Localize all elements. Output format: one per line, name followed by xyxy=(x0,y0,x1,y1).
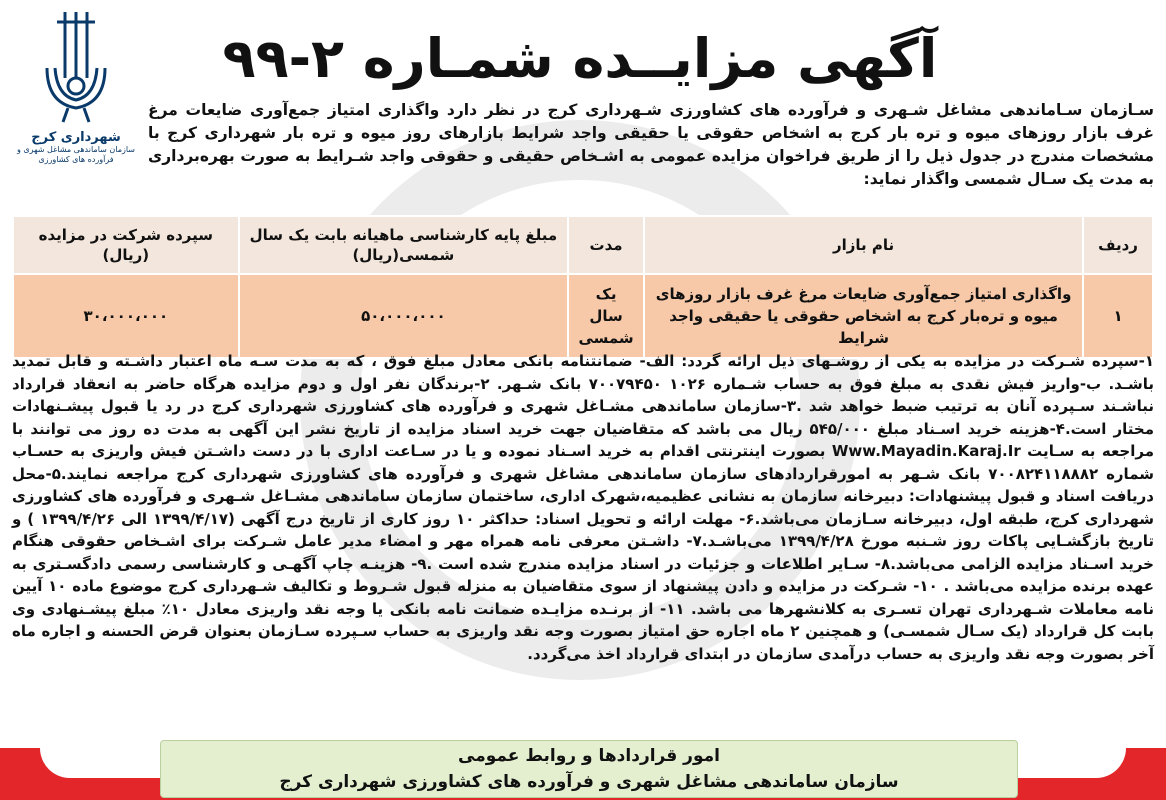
logo-name: شهرداری کرج xyxy=(31,130,121,145)
logo-subtitle: سازمان ساماندهی مشاغل شهری و فرآورده های کشاورزی xyxy=(17,145,135,164)
cell-deposit: ۳۰،۰۰۰،۰۰۰ xyxy=(13,274,239,358)
cell-row-number: ۱ xyxy=(1083,274,1153,358)
header-market-name: نام بازار xyxy=(644,216,1083,274)
cell-market-name: واگذاری امتیاز جمع‌آوری ضایعات مرغ غرف بازار روزهای میوه و تره‌بار کرج به اشخاص حقوقی یا حقیقی واجد شرایط xyxy=(644,274,1083,358)
footer-signature xyxy=(160,740,1018,798)
auction-table xyxy=(12,215,1154,359)
footer-department: امور قراردادها و روابط عمومی xyxy=(458,746,720,766)
header-base-price: مبلغ پایه کارشناسی ماهیانه بابت یک سال شمسی(ریال) xyxy=(239,216,568,274)
notice-title: آگهی مزایــده شمـاره ۲-۹۹ xyxy=(222,27,938,90)
header-deposit: سپرده شرکت در مزایده (ریال) xyxy=(13,216,239,274)
header-duration: مدت xyxy=(568,216,644,274)
logo xyxy=(12,8,140,193)
notice-conditions: ۱-سپرده شـرکت در مزایده به یکی از روشـهای ذیل ارائه گردد: الف- ضمانتنامه بانکی معادل مبلغ فوق ، که به مدت سـه ماه اعتبار داشـته و قابل تمدید باشـد. ب-واریز فیش نقدی به مبلغ فوق به حساب شـماره ۱۰۲۶ ۷۰۰۷۹۴۵۰ بانک شـهر. ۲-برندگان نفر اول و دوم مزایده هرگاه حاضر به انعقاد قرارداد نباشـند سـپرده آنان به ترتیب ضبط خواهد شد .۳-سازمان ساماندهی مشـاغل شهری و فرآورده های کشاورزی شهرداری کرج در رد یا قبول پیشـنهادات مختار است.۴-هزینه خرید اسـناد مبلغ ۵۴۵/۰۰۰ ریال می باشد که متقاضیان جهت خرید اسناد مزایده از تاریخ نشر این آگهی به مدت ده روز می توانند با مراجعه به سـایت Www.Mayadin.Karaj.Ir بصورت اینترنتی اقدام به خرید اسـناد نموده و یا در سـاعت اداری با در دست داشـتن فیش واریزی به حسـاب شماره ۷۰۰۸۲۴۱۱۸۸۸۲ بانک شـهر به امورقراردادهای سازمان ساماندهی مشاغل شهری و فرآورده های کشاورزی شهرداری کرج مراجعه نمایند.۵-محل دریافت اسناد و قبول پیشنهادات: دبیرخانه سازمان به نشانی عظیمیه،شهرک اداری، ساختمان سازمان ساماندهی مشـاغل شـهری و فرآورده های کشاورزی شهرداری کرج، طبقه اول، دبیرخانه سـازمان می‌باشد.۶- مهلت ارائه و تحویل اسناد: حداکثر ۱۰ روز کاری از تاریخ درج آگهی (۱۳۹۹/۴/۱۷ الی ۱۳۹۹/۴/۲۶ ) و تاریخ بازگشـایی پاکات روز شـنبه مورخ ۱۳۹۹/۴/۲۸ می‌باشـد.۷- داشـتن معرفی نامه همراه مهر و امضاء مدیر عامل شـرکت برای اشـخاص حقوقی هنگام خرید اسـناد مزایده الزامی می‌باشد.۸- سـایر اطلاعات و جزئیات در اسناد مزایده مندرج شده است .۹- هزینـه چاپ آگهـی و کارشناسی رسمی دادگسـتری به عهده برنده مزایده می‌باشد . ۱۰- شـرکت در مزایده و دادن پیشنهاد از سوی متقاضیان به منزله قبول شـروط و تکالیف شـهرداری کرج موضوع ماده ۱۰ آیین نامه معاملات شـهرداری تهران تسـری به کلانشهرها می باشد. ۱۱- از برنـده مزایـده ضمانت نامه بانکی یا وجه نقد واریزی معادل ۱۰٪ مبلغ پیشـنهادی وی بابت کل قرارداد (یک سـال شمسـی) و همچنین ۲ ماه اجاره حق امتیاز بصورت وجه نقد واریزی به حساب سـپرده سـازمان بعنوان قرض الحسنه و اجاره ماه آخر بصورت وجه نقد واریزی به حساب درآمدی سازمان در ابتدای قرارداد اخذ می‌گردد. xyxy=(12,352,1155,663)
cell-duration: یک سال شمسی xyxy=(568,274,644,358)
table-header-row xyxy=(13,216,1153,274)
municipality-emblem-icon xyxy=(37,8,115,126)
cell-base-price: ۵۰،۰۰۰،۰۰۰ xyxy=(239,274,568,358)
header-row-number: ردیف xyxy=(1083,216,1153,274)
footer-organization: سازمان ساماندهی مشاغل شهری و فرآورده های کشاورزی شهرداری کرج xyxy=(279,772,899,792)
notice-intro: سـازمان سـاماندهی مشاغل شـهری و فرآورده های کشاورزی شـهرداری کرج در نظر دارد واگذاری امتیاز جمع‌آوری ضایعات مرغ غرف بازار روزهای میوه و تره بار کرج به اشخاص حقوقی یا حقیقی واجد شرایط بازارهای روز میوه و تره بار شهرداری کرج با مشخصات مندرج در جدول ذیل را از طریق فراخوان مزایده عمومی به اشـخاص حقیقی و حقوقی واجد شـرایط به صورت بهره‌برداری به مدت یک سـال شمسی واگذار نماید: xyxy=(148,101,1154,188)
table-row xyxy=(13,274,1153,358)
